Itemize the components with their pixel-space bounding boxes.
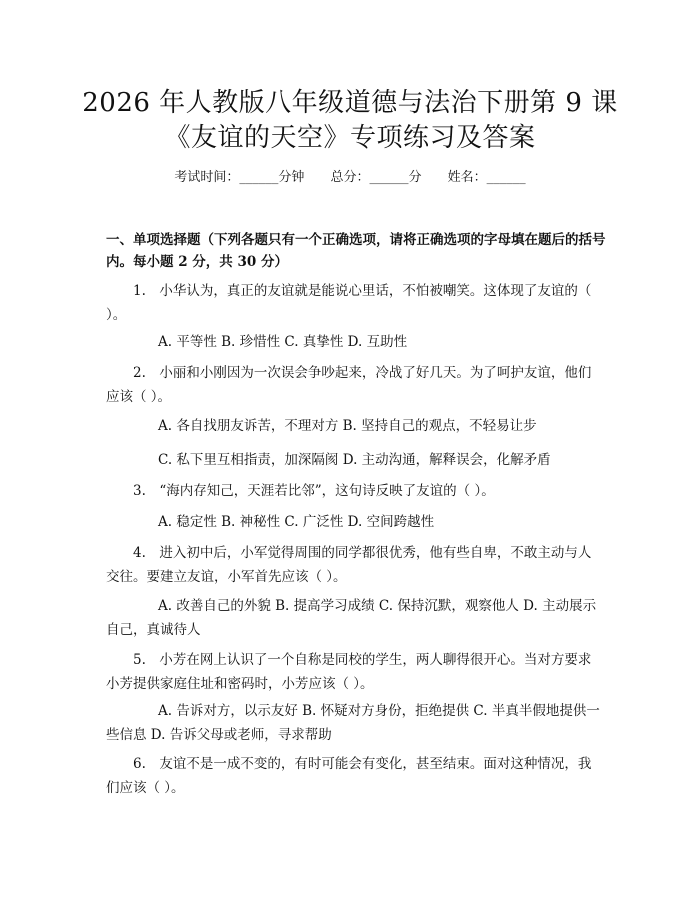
question-5-options: A. 告诉对方，以示友好 B. 怀疑对方身份，拒绝提供 C. 半真半假地提供一些信息 D. 告诉父母或老师，寻求帮助 [106,703,600,743]
question-6: 6. 友谊不是一成不变的，有时可能会有变化，甚至结束。面对这种情况，我们应该（ ）。 [106,756,592,796]
total-score-field: 总分：______分 [330,170,422,185]
section-heading: 一、单项选择题（下列各题只有一个正确选项，请将正确选项的字母填在题后的括号内。每小题 2 分，共 30 分） [106,232,606,270]
student-name-field: 姓名：______ [447,170,526,185]
question-2-options-cd: C. 私下里互相指责，加深隔阂 D. 主动沟通，解释误会，化解矛盾 [158,452,551,468]
question-3-options: A. 稳定性 B. 神秘性 C. 广泛性 D. 空间跨越性 [158,514,435,530]
question-1-options: A. 平等性 B. 珍惜性 C. 真挚性 D. 互助性 [158,334,408,350]
exam-info-line [0,169,700,187]
question-3: 3. “海内存知己，天涯若比邻”，这句诗反映了友谊的（ ）。 [133,483,495,499]
page-title-line1: 2026 年人教版八年级道德与法治下册第 9 课 [82,88,618,118]
question-5: 5. 小芳在网上认识了一个自称是同校的学生，两人聊得很开心。当对方要求小芳提供家庭住址和密码时，小芳应该（ ）。 [106,652,592,692]
question-2-options-ab: A. 各自找朋友诉苦，不理对方 B. 坚持自己的观点，不轻易让步 [158,418,537,434]
question-2: 2. 小丽和小刚因为一次误会争吵起来，冷战了好几天。为了呵护友谊，他们应该（ ）。 [106,365,592,405]
exam-time-field: 考试时间：______分钟 [174,170,305,185]
question-4-options: A. 改善自己的外貌 B. 提高学习成绩 C. 保持沉默，观察他人 D. 主动展示自己，真诚待人 [106,598,597,638]
question-4: 4. 进入初中后，小军觉得周围的同学都很优秀，他有些自卑，不敢主动与人交往。要建立友谊，小军首先应该（ ）。 [106,545,592,585]
page-title-line2: 《友谊的天空》专项练习及答案 [164,123,536,153]
question-1: 1. 小华认为，真正的友谊就是能说心里话，不怕被嘲笑。这体现了友谊的（ ）。 [106,283,592,323]
